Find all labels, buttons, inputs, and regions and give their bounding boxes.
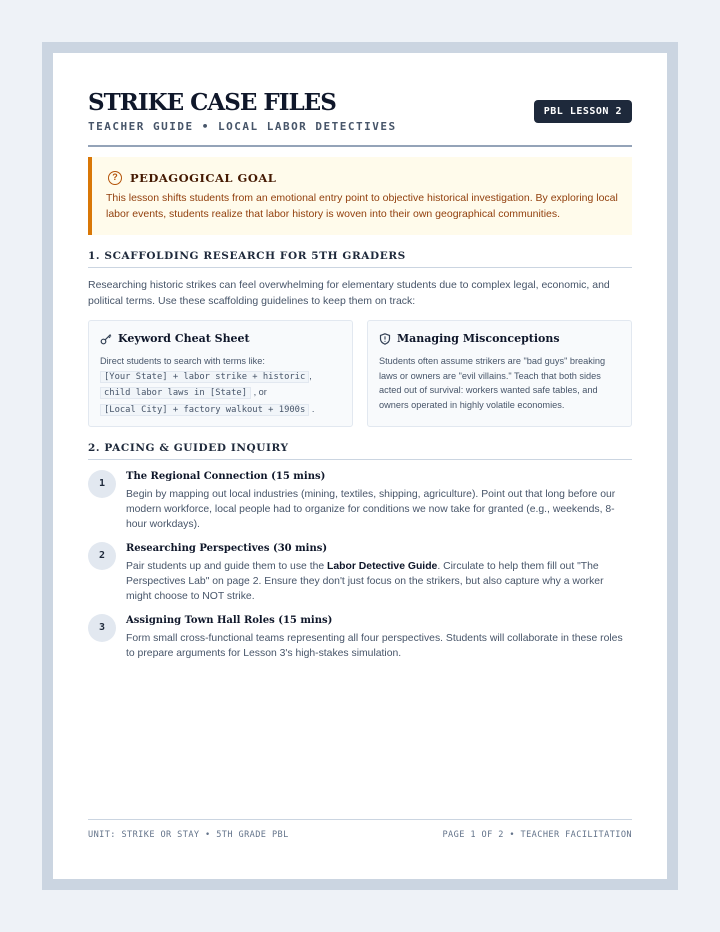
card-body: Students often assume strikers are "bad guys" breaking laws or owners are "evil villains." Teach that both sides acted out of survival: workers wanted safe tables, and owners operated in highly volatile economies. <box>379 356 606 410</box>
footer-page-label: PAGE 1 OF 2 • TEACHER FACILITATION <box>442 830 632 840</box>
keyword-line <box>100 385 340 402</box>
step-title: Assigning Town Hall Roles (15 mins) <box>126 615 333 626</box>
keyword-line <box>100 402 340 419</box>
question-circle-icon: ? <box>108 171 122 185</box>
step-body <box>126 559 630 604</box>
step-title: Researching Perspectives (30 mins) <box>126 543 328 554</box>
keyword-lead: Direct students to search with terms like: <box>100 356 265 366</box>
step-number: 1 <box>88 470 116 498</box>
shield-icon <box>379 333 391 345</box>
section-heading-scaffolding: 1. SCAFFOLDING RESEARCH FOR 5TH GRADERS <box>88 250 632 268</box>
keyword-separator: , <box>309 370 312 381</box>
page-title: STRIKE CASE FILES <box>88 89 336 116</box>
card-title: Keyword Cheat Sheet <box>118 332 250 345</box>
step-body: Begin by mapping out local industries (mining, textiles, shipping, agriculture). Point out that long before our modern workforce, local people had to organize for conditions we now take for granted (e.g., weekends, 8-hour workdays). <box>126 489 616 530</box>
step-number: 3 <box>88 614 116 642</box>
keyword-term: [Local City] + factory walkout + 1900s <box>100 404 309 416</box>
document-page <box>53 53 667 879</box>
footer-divider <box>88 819 632 820</box>
callout-body: This lesson shifts students from an emotional entry point to objective historical investigation. By exploring local labor events, students realize that labor history is woven into their own geographical communities. <box>106 192 618 220</box>
page-frame <box>42 42 678 890</box>
step-title: The Regional Connection (15 mins) <box>126 471 326 482</box>
card-body <box>100 354 340 418</box>
step-body: Form small cross-functional teams representing all four perspectives. Students will collaborate in these roles to prepare arguments for Lesson 3's high-stakes simulation. <box>126 633 623 659</box>
page-subtitle: TEACHER GUIDE • LOCAL LABOR DETECTIVES <box>88 120 397 133</box>
keyword-line <box>100 369 340 386</box>
managing-misconceptions-card <box>367 320 632 427</box>
step-body-text: . Circulate to help them fill out "The Perspectives Lab" on page 2. Ensure they don't just focus on the strikers, but also capture why a worker might choose to NOT strike. <box>126 561 604 602</box>
step-body-text: Pair students up and guide them to use the <box>126 561 328 572</box>
key-icon <box>100 333 112 345</box>
labor-detective-guide-reference: Labor Detective Guide <box>327 561 438 572</box>
step-number: 2 <box>88 542 116 570</box>
section-intro: Researching historic strikes can feel overwhelming for elementary students due to complex legal, economic, and political terms. Use these scaffolding guidelines to keep them on track: <box>88 279 610 307</box>
keyword-separator: , or <box>253 387 267 397</box>
section-heading-pacing: 2. PACING & GUIDED INQUIRY <box>88 442 632 460</box>
keyword-separator: . <box>311 403 315 414</box>
callout-title: PEDAGOGICAL GOAL <box>130 171 277 185</box>
card-title: Managing Misconceptions <box>397 332 560 345</box>
keyword-term: [Your State] + labor strike + historic <box>100 371 309 383</box>
header-divider <box>88 145 632 147</box>
keyword-term: child labor laws in [State] <box>100 387 251 399</box>
keyword-cheat-sheet-card <box>88 320 353 427</box>
footer-unit-label: UNIT: STRIKE OR STAY • 5TH GRADE PBL <box>88 830 289 840</box>
lesson-badge: PBL LESSON 2 <box>534 100 632 123</box>
pedagogical-goal-callout <box>88 157 632 235</box>
